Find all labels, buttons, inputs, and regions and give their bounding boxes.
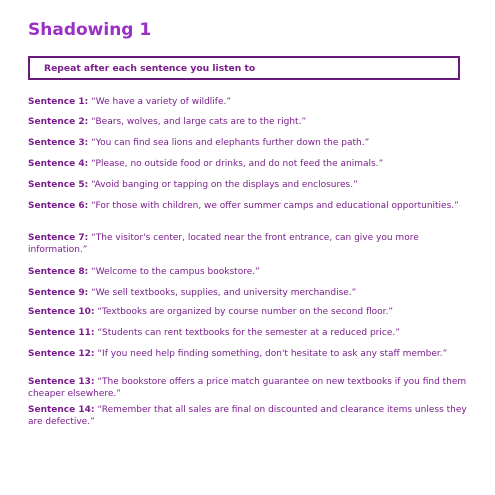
sentence-item <box>28 180 468 192</box>
sentence-text: “Bears, wolves, and large cats are to the right.” <box>91 117 307 127</box>
sentence-item <box>28 328 468 340</box>
sentence-label: Sentence 12: <box>28 349 95 359</box>
sentence-label: Sentence 2: <box>28 117 89 127</box>
instruction-text: Repeat after each sentence you listen to <box>44 62 256 74</box>
sentence-label: Sentence 10: <box>28 307 95 317</box>
sentence-item <box>28 349 468 361</box>
sentence-item <box>28 201 468 213</box>
sentence-item <box>28 97 468 109</box>
sentence-label: Sentence 6: <box>28 201 89 211</box>
sentence-text: “Welcome to the campus bookstore.” <box>91 267 260 277</box>
page-title: Shadowing 1 <box>28 20 152 40</box>
instruction-box <box>28 56 460 80</box>
sentence-text: “We have a variety of wildlife.” <box>91 97 232 107</box>
sentence-text: “Textbooks are organized by course number on the second floor.” <box>97 307 394 317</box>
sentence-label: Sentence 9: <box>28 288 89 298</box>
sentence-text: “The visitor's center, located near the front entrance, can give you more information.” <box>28 233 419 255</box>
sentence-label: Sentence 5: <box>28 180 89 190</box>
sentence-item <box>28 159 468 171</box>
sentence-label: Sentence 7: <box>28 233 89 243</box>
sentence-text: “Remember that all sales are final on discounted and clearance items unless they are defective.” <box>28 405 467 427</box>
sentence-label: Sentence 1: <box>28 97 89 107</box>
sentence-item <box>28 288 468 300</box>
sentence-label: Sentence 11: <box>28 328 95 338</box>
sentence-item <box>28 233 468 256</box>
sentence-text: “Avoid banging or tapping on the displays and enclosures.” <box>91 180 358 190</box>
sentence-item <box>28 267 468 279</box>
sentence-item <box>28 377 468 400</box>
sentence-text: “If you need help finding something, don't hesitate to ask any staff member.” <box>97 349 448 359</box>
sentence-label: Sentence 13: <box>28 377 95 387</box>
sentence-label: Sentence 3: <box>28 138 89 148</box>
sentence-text: “You can find sea lions and elephants further down the path.” <box>91 138 370 148</box>
sentence-text: “For those with children, we offer summer camps and educational opportunities.” <box>91 201 459 211</box>
sentence-text: “Please, no outside food or drinks, and do not feed the animals.” <box>91 159 384 169</box>
sentence-item <box>28 405 468 428</box>
sentence-text: “Students can rent textbooks for the semester at a reduced price.” <box>97 328 400 338</box>
sentence-label: Sentence 4: <box>28 159 89 169</box>
sentence-text: “The bookstore offers a price match guarantee on new textbooks if you find them cheaper elsewhere.” <box>28 377 467 399</box>
sentence-text: “We sell textbooks, supplies, and university merchandise.” <box>91 288 357 298</box>
sentence-item <box>28 138 468 150</box>
sentence-label: Sentence 14: <box>28 405 95 415</box>
sentence-item <box>28 307 468 319</box>
sentence-label: Sentence 8: <box>28 267 89 277</box>
sentence-item <box>28 117 468 129</box>
